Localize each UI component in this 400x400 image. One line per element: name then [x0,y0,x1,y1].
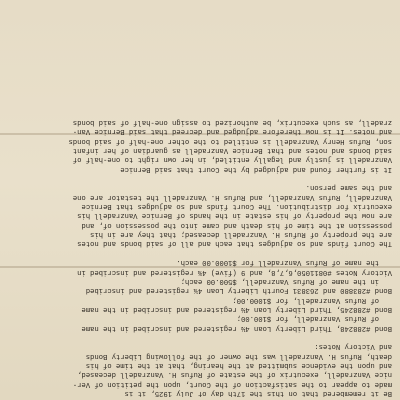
document-line: zradell, as such executrix, be authorized to assign one-half of said bonds [72,118,392,127]
document-line: are now the property of his estate in the hands of Bernice Vanzradell his [77,211,392,220]
document-line: death, Rufus H. Vanzradell was the owner of the following Liberty Bonds [85,351,392,360]
document-line: son, Rufus Henry Vanzradell is entitled to the other one-half of said bonds [68,136,392,145]
document-line: are the property of Rufus H. Vanzradell deceased; that they are in his [90,230,392,239]
document-line: made to appear to the satisfaction of the Court, upon the petition of Ver- [72,379,392,388]
document-line: the name of Rufus Vanzradell for $1000.00 each. [176,258,392,267]
document-line: and Victory Notes: [314,342,392,351]
document-line: of Rufus Vanzradell, for $1000.00; [232,295,392,304]
document-line: Bond #283880 and 263831 Fourth Liberty Loan 4¼ registered and inscribed [85,286,392,295]
document-line: Victory Notes #0811050,6,7,8, and 9 (five) 4¾ registered and inscribed in [77,267,392,276]
document-line [6,248,392,257]
document-line: The Court finds and so adjudges that each and all of said bonds and notes [77,239,392,248]
document-line: Vanzradell is justly and legally entitled, in her own right to one-half of [72,155,392,164]
document-line: said bonds and notes and that Bernice Vanzradell as guardian of her infant [72,146,392,155]
document-line: possession at the time of his death and came into the possession of, and [81,220,392,229]
document-line: Be it remembered that on this the 17th day of July 1925, it is [124,389,392,397]
document-line: of Rufus Vanzradell, for $100.00; [236,314,392,323]
document-line: executrix for distribution. The Court finds and so adjudges that Bernice [81,202,392,211]
document-line: in the name of Rufus Vanzradell, $500.00 each; [180,276,392,285]
document-line: Vanzradell, Rufus Vanzradell, and Rufus H. Vanzradell the testator are one [72,192,392,201]
document-line: and the same person. [305,183,392,192]
document-line: and notes. It is now therefore adjudged and decreed that said Bernice Van- [72,127,392,136]
document-text [6,117,392,397]
document-line: Bond #288248, Third Liberty Loan 4½ registered and inscribed in the name [81,323,392,332]
document-line: Bond #288245, Third Liberty Loan 4½ registered and inscribed in the name [81,304,392,313]
document-line: nice Vanzradell, executrix of the estate of Rufus H. Vanzradell deceased, [77,370,392,379]
document-line: It is further found and adjudged by the Court that said Bernice [120,164,392,173]
document-line: and upon the evidence submitted at the hearing, that at the time of his [85,360,392,369]
document-line [6,332,392,341]
document-line [6,173,392,182]
